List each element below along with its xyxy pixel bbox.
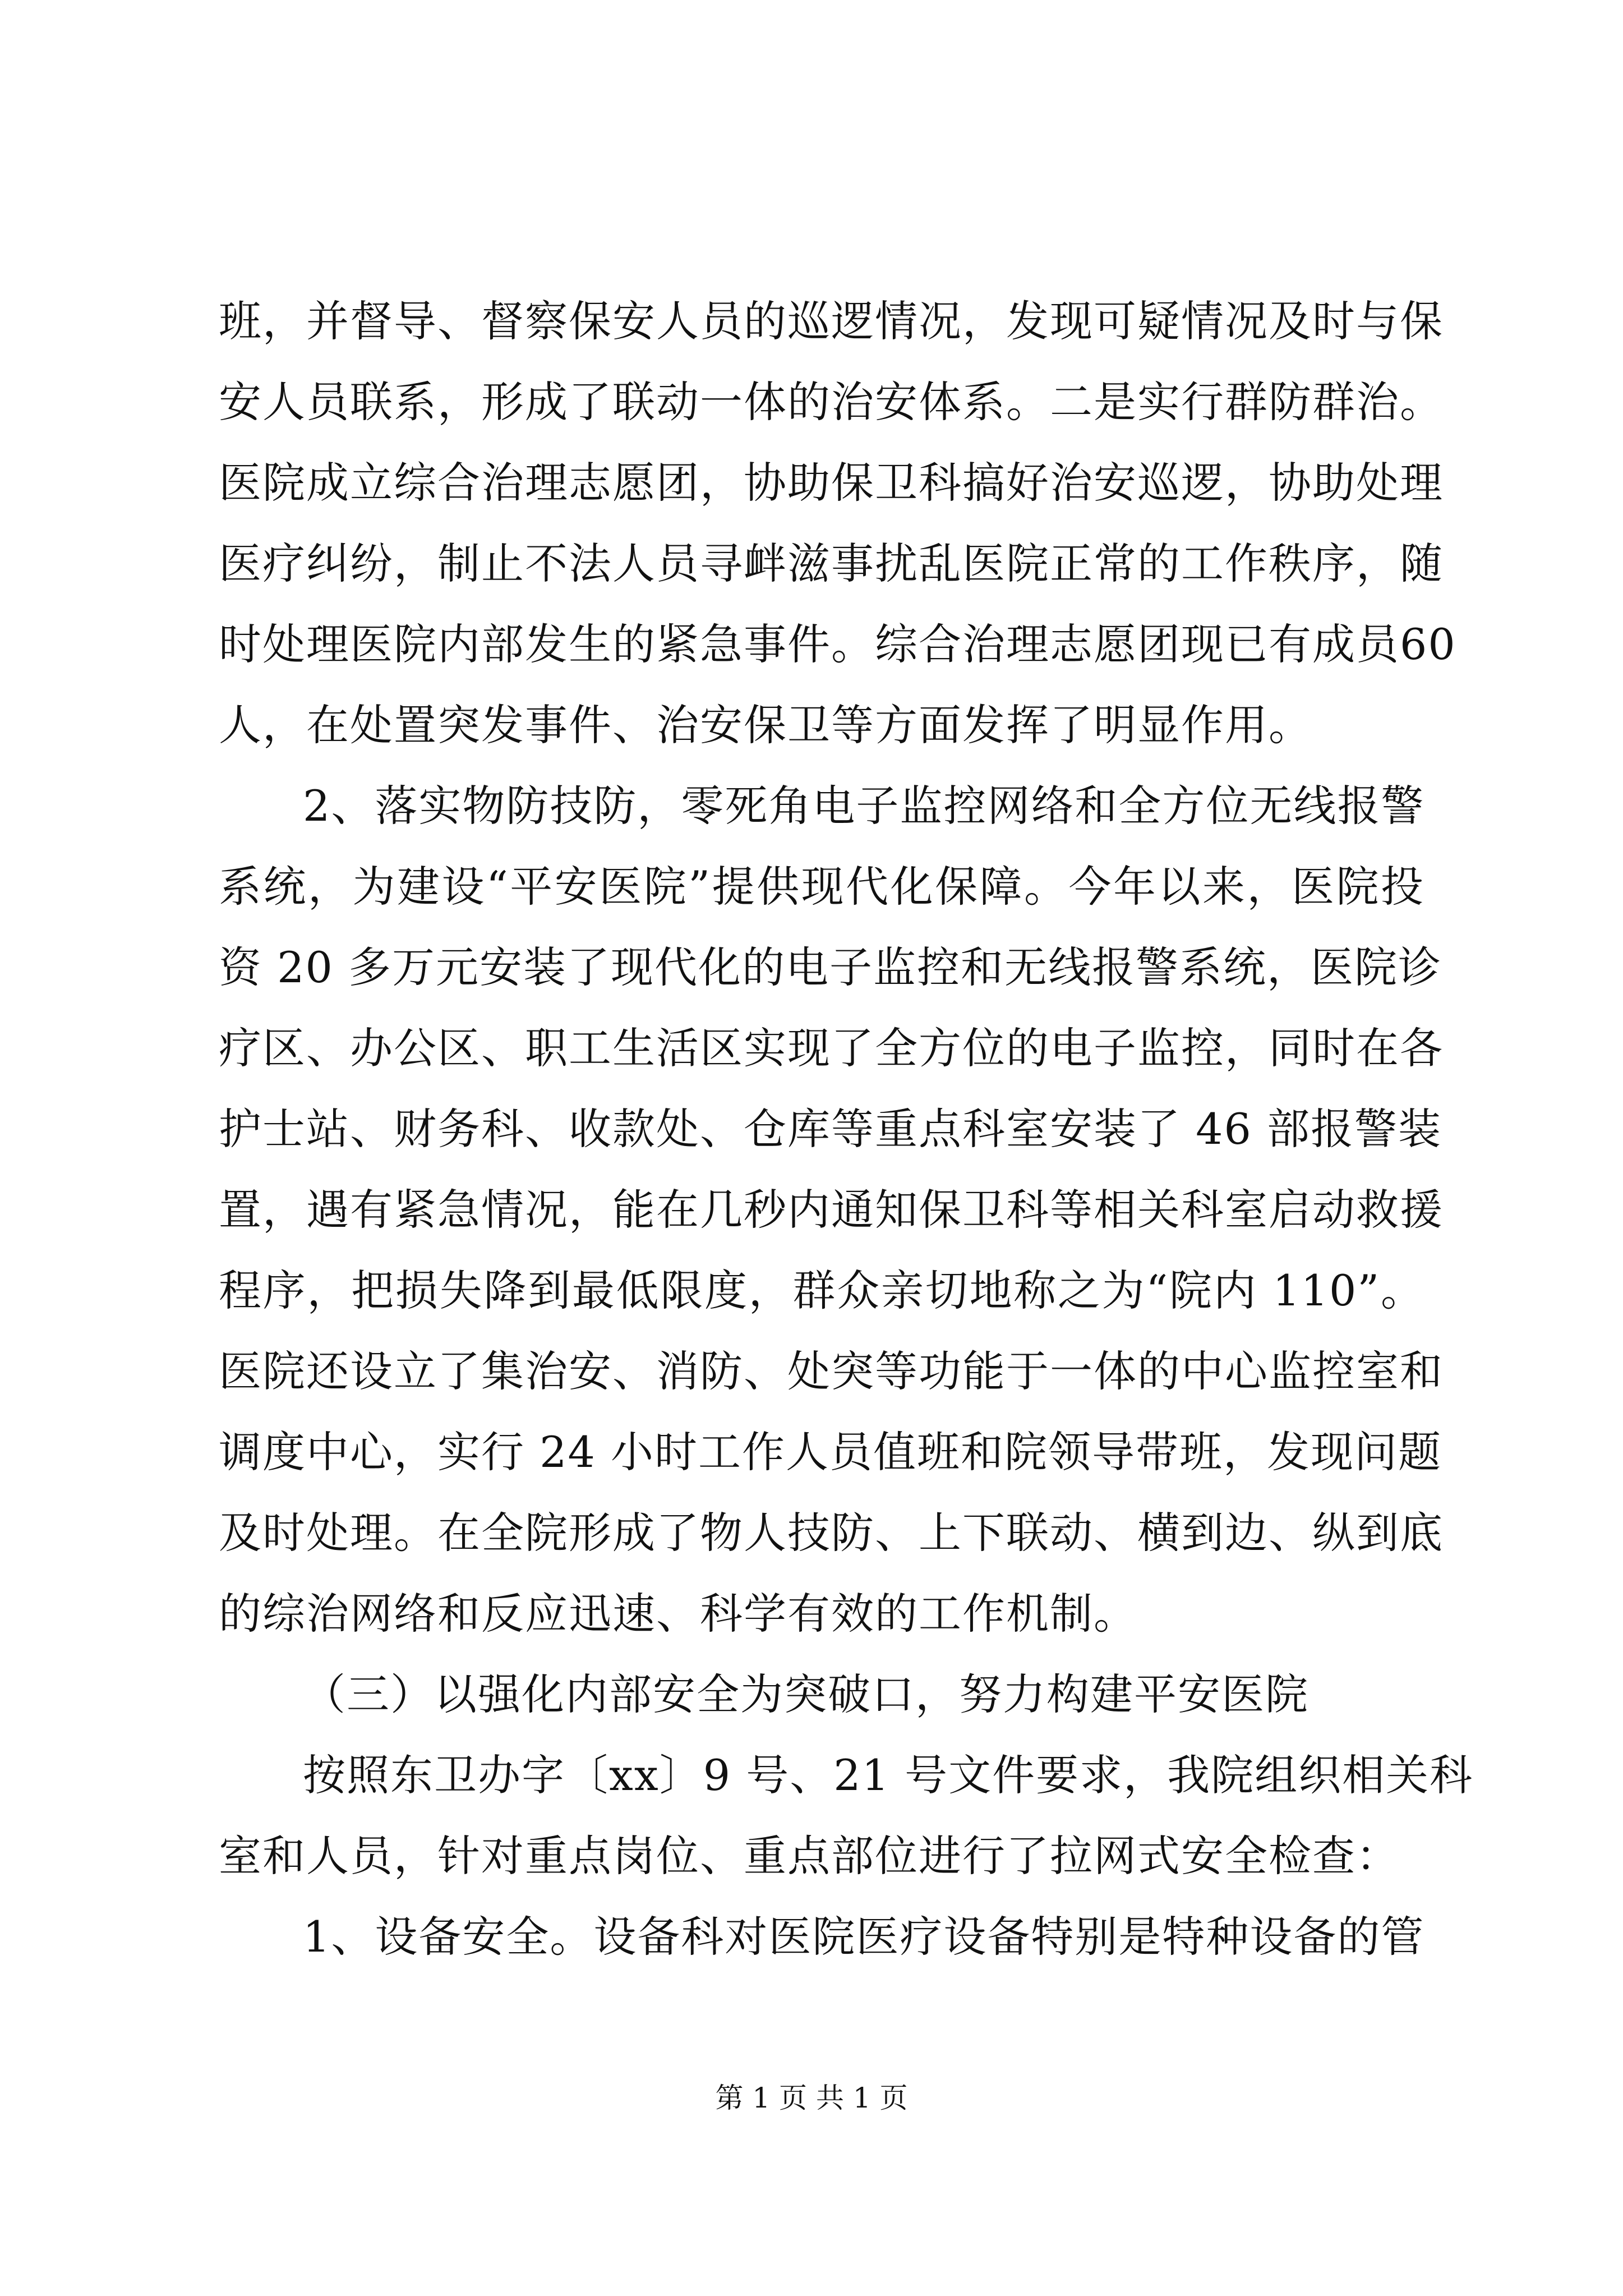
paragraph-line: 医疗纠纷，制止不法人员寻衅滋事扰乱医院正常的工作秩序，随 [219, 539, 1444, 588]
paragraph-line: 人，在处置突发事件、治安保卫等方面发挥了明显作用。 [219, 700, 1312, 750]
paragraph-line: 1、设备安全。设备科对医院医疗设备特别是特种设备的管 [303, 1912, 1425, 1962]
paragraph-line: 置，遇有紧急情况，能在几秒内通知保卫科等相关科室启动救援 [219, 1185, 1444, 1235]
paragraph-line: 系统，为建设“平安医院”提供现代化保障。今年以来，医院投 [219, 862, 1424, 912]
paragraph-line: 班，并督导、督察保安人员的巡逻情况，发现可疑情况及时与保 [219, 296, 1444, 346]
paragraph-line: 资 20 多万元安装了现代化的电子监控和无线报警系统，医院诊 [219, 942, 1442, 992]
section-heading: （三）以强化内部安全为突破口，努力构建平安医院 [303, 1669, 1309, 1719]
paragraph-line: 护士站、财务科、收款处、仓库等重点科室安装了 46 部报警装 [219, 1104, 1442, 1154]
paragraph-line: 的综治网络和反应迅速、科学有效的工作机制。 [219, 1589, 1137, 1639]
page-number-footer: 第 1 页 共 1 页 [715, 2082, 908, 2114]
paragraph-line: 安人员联系，形成了联动一体的治安体系。二是实行群防群治。 [219, 377, 1444, 427]
paragraph-line: 调度中心，实行 24 小时工作人员值班和院领导带班，发现问题 [219, 1427, 1442, 1477]
paragraph-line: 2、落实物防技防，零死角电子监控网络和全方位无线报警 [303, 781, 1425, 831]
paragraph-line: 按照东卫办字〔xx〕9 号、21 号文件要求，我院组织相关科 [303, 1750, 1474, 1800]
paragraph-line: 程序，把损失降到最低限度，群众亲切地称之为“院内 110”。 [219, 1266, 1424, 1315]
paragraph-line: 及时处理。在全院形成了物人技防、上下联动、横到边、纵到底 [219, 1508, 1444, 1558]
paragraph-line: 疗区、办公区、职工生活区实现了全方位的电子监控，同时在各 [219, 1023, 1444, 1073]
paragraph-line: 室和人员，针对重点岗位、重点部位进行了拉网式安全检查： [219, 1831, 1400, 1881]
paragraph-line: 医院成立综合治理志愿团，协助保卫科搞好治安巡逻，协助处理 [219, 458, 1444, 508]
paragraph-line: 时处理医院内部发生的紧急事件。综合治理志愿团现已有成员60 [219, 619, 1456, 669]
paragraph-line: 医院还设立了集治安、消防、处突等功能于一体的中心监控室和 [219, 1346, 1444, 1396]
